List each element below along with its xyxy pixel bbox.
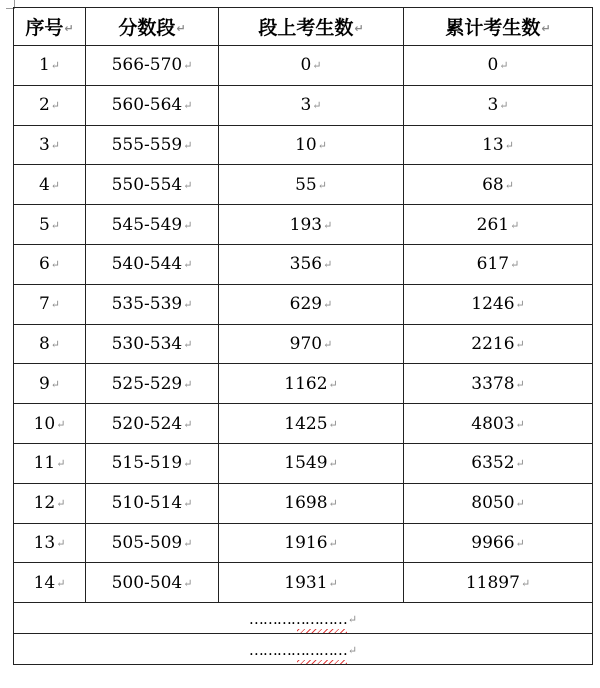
placeholder-cell [14, 603, 593, 634]
paragraph-mark-icon: ↵ [183, 576, 193, 590]
paragraph-mark-icon: ↵ [176, 22, 186, 35]
paragraph-mark-icon: ↵ [323, 298, 333, 312]
cell-range: 500-504↵ [86, 563, 219, 603]
paragraph-mark-icon: ↵ [515, 417, 525, 431]
cell-range: 545-549↵ [86, 205, 219, 245]
paragraph-mark-icon: ↵ [50, 337, 61, 351]
paragraph-mark-icon: ↵ [328, 377, 338, 391]
table-row [14, 125, 593, 165]
cell-count: 10↵ [219, 125, 404, 165]
paragraph-mark-icon: ↵ [510, 218, 520, 232]
paragraph-mark-icon: ↵ [323, 258, 333, 272]
paragraph-mark-icon: ↵ [183, 59, 193, 73]
paragraph-mark-icon: ↵ [183, 298, 193, 312]
cell-seq: 14↵ [14, 563, 86, 603]
paragraph-mark-icon: ↵ [317, 178, 327, 192]
cell-seq: 10↵ [14, 404, 86, 444]
paragraph-mark-icon: ↵ [323, 337, 333, 351]
cell-count: 193↵ [219, 205, 404, 245]
table-header-row [14, 8, 593, 46]
paragraph-mark-icon: ↵ [312, 99, 322, 113]
table-row [14, 364, 593, 404]
table-row [14, 46, 593, 86]
paragraph-mark-icon: ↵ [183, 377, 193, 391]
paragraph-mark-icon: ↵ [347, 643, 358, 657]
paragraph-mark-icon: ↵ [499, 99, 509, 113]
paragraph-mark-icon: ↵ [183, 417, 193, 431]
cell-range: 530-534↵ [86, 324, 219, 364]
header-cumulative: 累计考生数↵ [404, 8, 593, 46]
cell-cumulative: 617↵ [404, 244, 593, 284]
cell-seq: 6↵ [14, 244, 86, 284]
header-range: 分数段↵ [86, 8, 219, 46]
paragraph-mark-icon: ↵ [50, 377, 61, 391]
paragraph-mark-icon: ↵ [56, 576, 66, 590]
paragraph-mark-icon: ↵ [515, 337, 525, 351]
cell-seq: 8↵ [14, 324, 86, 364]
cell-range: 560-564↵ [86, 85, 219, 125]
paragraph-mark-icon: ↵ [515, 298, 525, 312]
table-row [14, 284, 593, 324]
paragraph-mark-icon: ↵ [183, 138, 193, 152]
table-row [14, 85, 593, 125]
paragraph-mark-icon: ↵ [183, 536, 193, 550]
cell-seq: 5↵ [14, 205, 86, 245]
cell-count: 1698↵ [219, 483, 404, 523]
cell-cumulative: 13↵ [404, 125, 593, 165]
table-body [14, 46, 593, 665]
paragraph-mark-icon: ↵ [50, 258, 61, 272]
cell-seq: 4↵ [14, 165, 86, 205]
cell-count: 970↵ [219, 324, 404, 364]
paragraph-mark-icon: ↵ [317, 138, 327, 152]
spellcheck-underline [297, 629, 347, 633]
cell-seq: 9↵ [14, 364, 86, 404]
paragraph-mark-icon: ↵ [515, 536, 525, 550]
paragraph-mark-icon: ↵ [504, 138, 514, 152]
cell-count: 1425↵ [219, 404, 404, 444]
paragraph-mark-icon: ↵ [515, 497, 525, 511]
paragraph-mark-icon: ↵ [515, 377, 525, 391]
dotted-placeholder: ………………… [248, 640, 347, 659]
paragraph-mark-icon: ↵ [183, 337, 193, 351]
cell-cumulative: 0↵ [404, 46, 593, 86]
table-row [14, 443, 593, 483]
paragraph-mark-icon: ↵ [183, 218, 193, 232]
paragraph-mark-icon: ↵ [328, 417, 338, 431]
cell-seq: 7↵ [14, 284, 86, 324]
paragraph-mark-icon: ↵ [183, 457, 193, 471]
paragraph-mark-icon: ↵ [312, 59, 322, 73]
paragraph-mark-icon: ↵ [504, 178, 514, 192]
cell-cumulative: 261↵ [404, 205, 593, 245]
paragraph-mark-icon: ↵ [183, 258, 193, 272]
table-row [14, 523, 593, 563]
paragraph-mark-icon: ↵ [499, 59, 509, 73]
paragraph-mark-icon: ↵ [56, 417, 66, 431]
table-row [14, 324, 593, 364]
score-distribution-table [13, 7, 593, 665]
paragraph-mark-icon: ↵ [183, 99, 193, 113]
table-row [14, 165, 593, 205]
table-row [14, 404, 593, 444]
dotted-placeholder: ………………… [248, 609, 347, 628]
cell-count: 1549↵ [219, 443, 404, 483]
cell-range: 525-529↵ [86, 364, 219, 404]
cell-count: 55↵ [219, 165, 404, 205]
cell-cumulative: 3↵ [404, 85, 593, 125]
cell-range: 555-559↵ [86, 125, 219, 165]
paragraph-mark-icon: ↵ [520, 576, 531, 590]
cell-cumulative: 1246↵ [404, 284, 593, 324]
cell-range: 505-509↵ [86, 523, 219, 563]
cell-range: 540-544↵ [86, 244, 219, 284]
cell-range: 520-524↵ [86, 404, 219, 444]
paragraph-mark-icon: ↵ [328, 536, 338, 550]
paragraph-mark-icon: ↵ [354, 22, 364, 35]
cell-range: 535-539↵ [86, 284, 219, 324]
cell-count: 1916↵ [219, 523, 404, 563]
paragraph-mark-icon: ↵ [323, 218, 333, 232]
paragraph-mark-icon: ↵ [50, 138, 61, 152]
cell-count: 1162↵ [219, 364, 404, 404]
cell-seq: 11↵ [14, 443, 86, 483]
cell-cumulative: 9966↵ [404, 523, 593, 563]
paragraph-mark-icon: ↵ [183, 497, 193, 511]
paragraph-mark-icon: ↵ [328, 576, 338, 590]
paragraph-mark-icon: ↵ [56, 497, 66, 511]
cell-seq: 1↵ [14, 46, 86, 86]
cell-range: 510-514↵ [86, 483, 219, 523]
paragraph-mark-icon: ↵ [50, 59, 61, 73]
cell-count: 1931↵ [219, 563, 404, 603]
placeholder-row [14, 634, 593, 665]
cell-seq: 3↵ [14, 125, 86, 165]
cell-cumulative: 8050↵ [404, 483, 593, 523]
cell-cumulative: 2216↵ [404, 324, 593, 364]
paragraph-mark-icon: ↵ [50, 178, 61, 192]
paragraph-mark-icon: ↵ [56, 536, 66, 550]
paragraph-mark-icon: ↵ [56, 457, 66, 471]
paragraph-mark-icon: ↵ [510, 258, 520, 272]
cell-cumulative: 11897↵ [404, 563, 593, 603]
cell-cumulative: 68↵ [404, 165, 593, 205]
paragraph-mark-icon: ↵ [515, 457, 525, 471]
header-count: 段上考生数↵ [219, 8, 404, 46]
header-seq: 序号↵ [14, 8, 86, 46]
table-row [14, 244, 593, 284]
paragraph-mark-icon: ↵ [50, 218, 61, 232]
cell-count: 629↵ [219, 284, 404, 324]
paragraph-mark-icon: ↵ [64, 22, 74, 35]
cell-count: 356↵ [219, 244, 404, 284]
cell-range: 515-519↵ [86, 443, 219, 483]
cell-seq: 13↵ [14, 523, 86, 563]
table-row [14, 483, 593, 523]
placeholder-cell [14, 634, 593, 665]
placeholder-row [14, 603, 593, 634]
paragraph-mark-icon: ↵ [541, 22, 551, 35]
cell-cumulative: 3378↵ [404, 364, 593, 404]
cell-seq: 2↵ [14, 85, 86, 125]
paragraph-mark-icon: ↵ [328, 457, 338, 471]
paragraph-mark-icon: ↵ [183, 178, 193, 192]
cell-range: 566-570↵ [86, 46, 219, 86]
cell-range: 550-554↵ [86, 165, 219, 205]
cell-seq: 12↵ [14, 483, 86, 523]
spellcheck-underline [297, 660, 347, 664]
table-row [14, 205, 593, 245]
paragraph-mark-icon: ↵ [50, 298, 61, 312]
cell-cumulative: 4803↵ [404, 404, 593, 444]
cell-cumulative: 6352↵ [404, 443, 593, 483]
cell-count: 0↵ [219, 46, 404, 86]
paragraph-mark-icon: ↵ [347, 612, 358, 626]
table-row [14, 563, 593, 603]
paragraph-mark-icon: ↵ [50, 99, 61, 113]
cell-count: 3↵ [219, 85, 404, 125]
paragraph-mark-icon: ↵ [328, 497, 338, 511]
